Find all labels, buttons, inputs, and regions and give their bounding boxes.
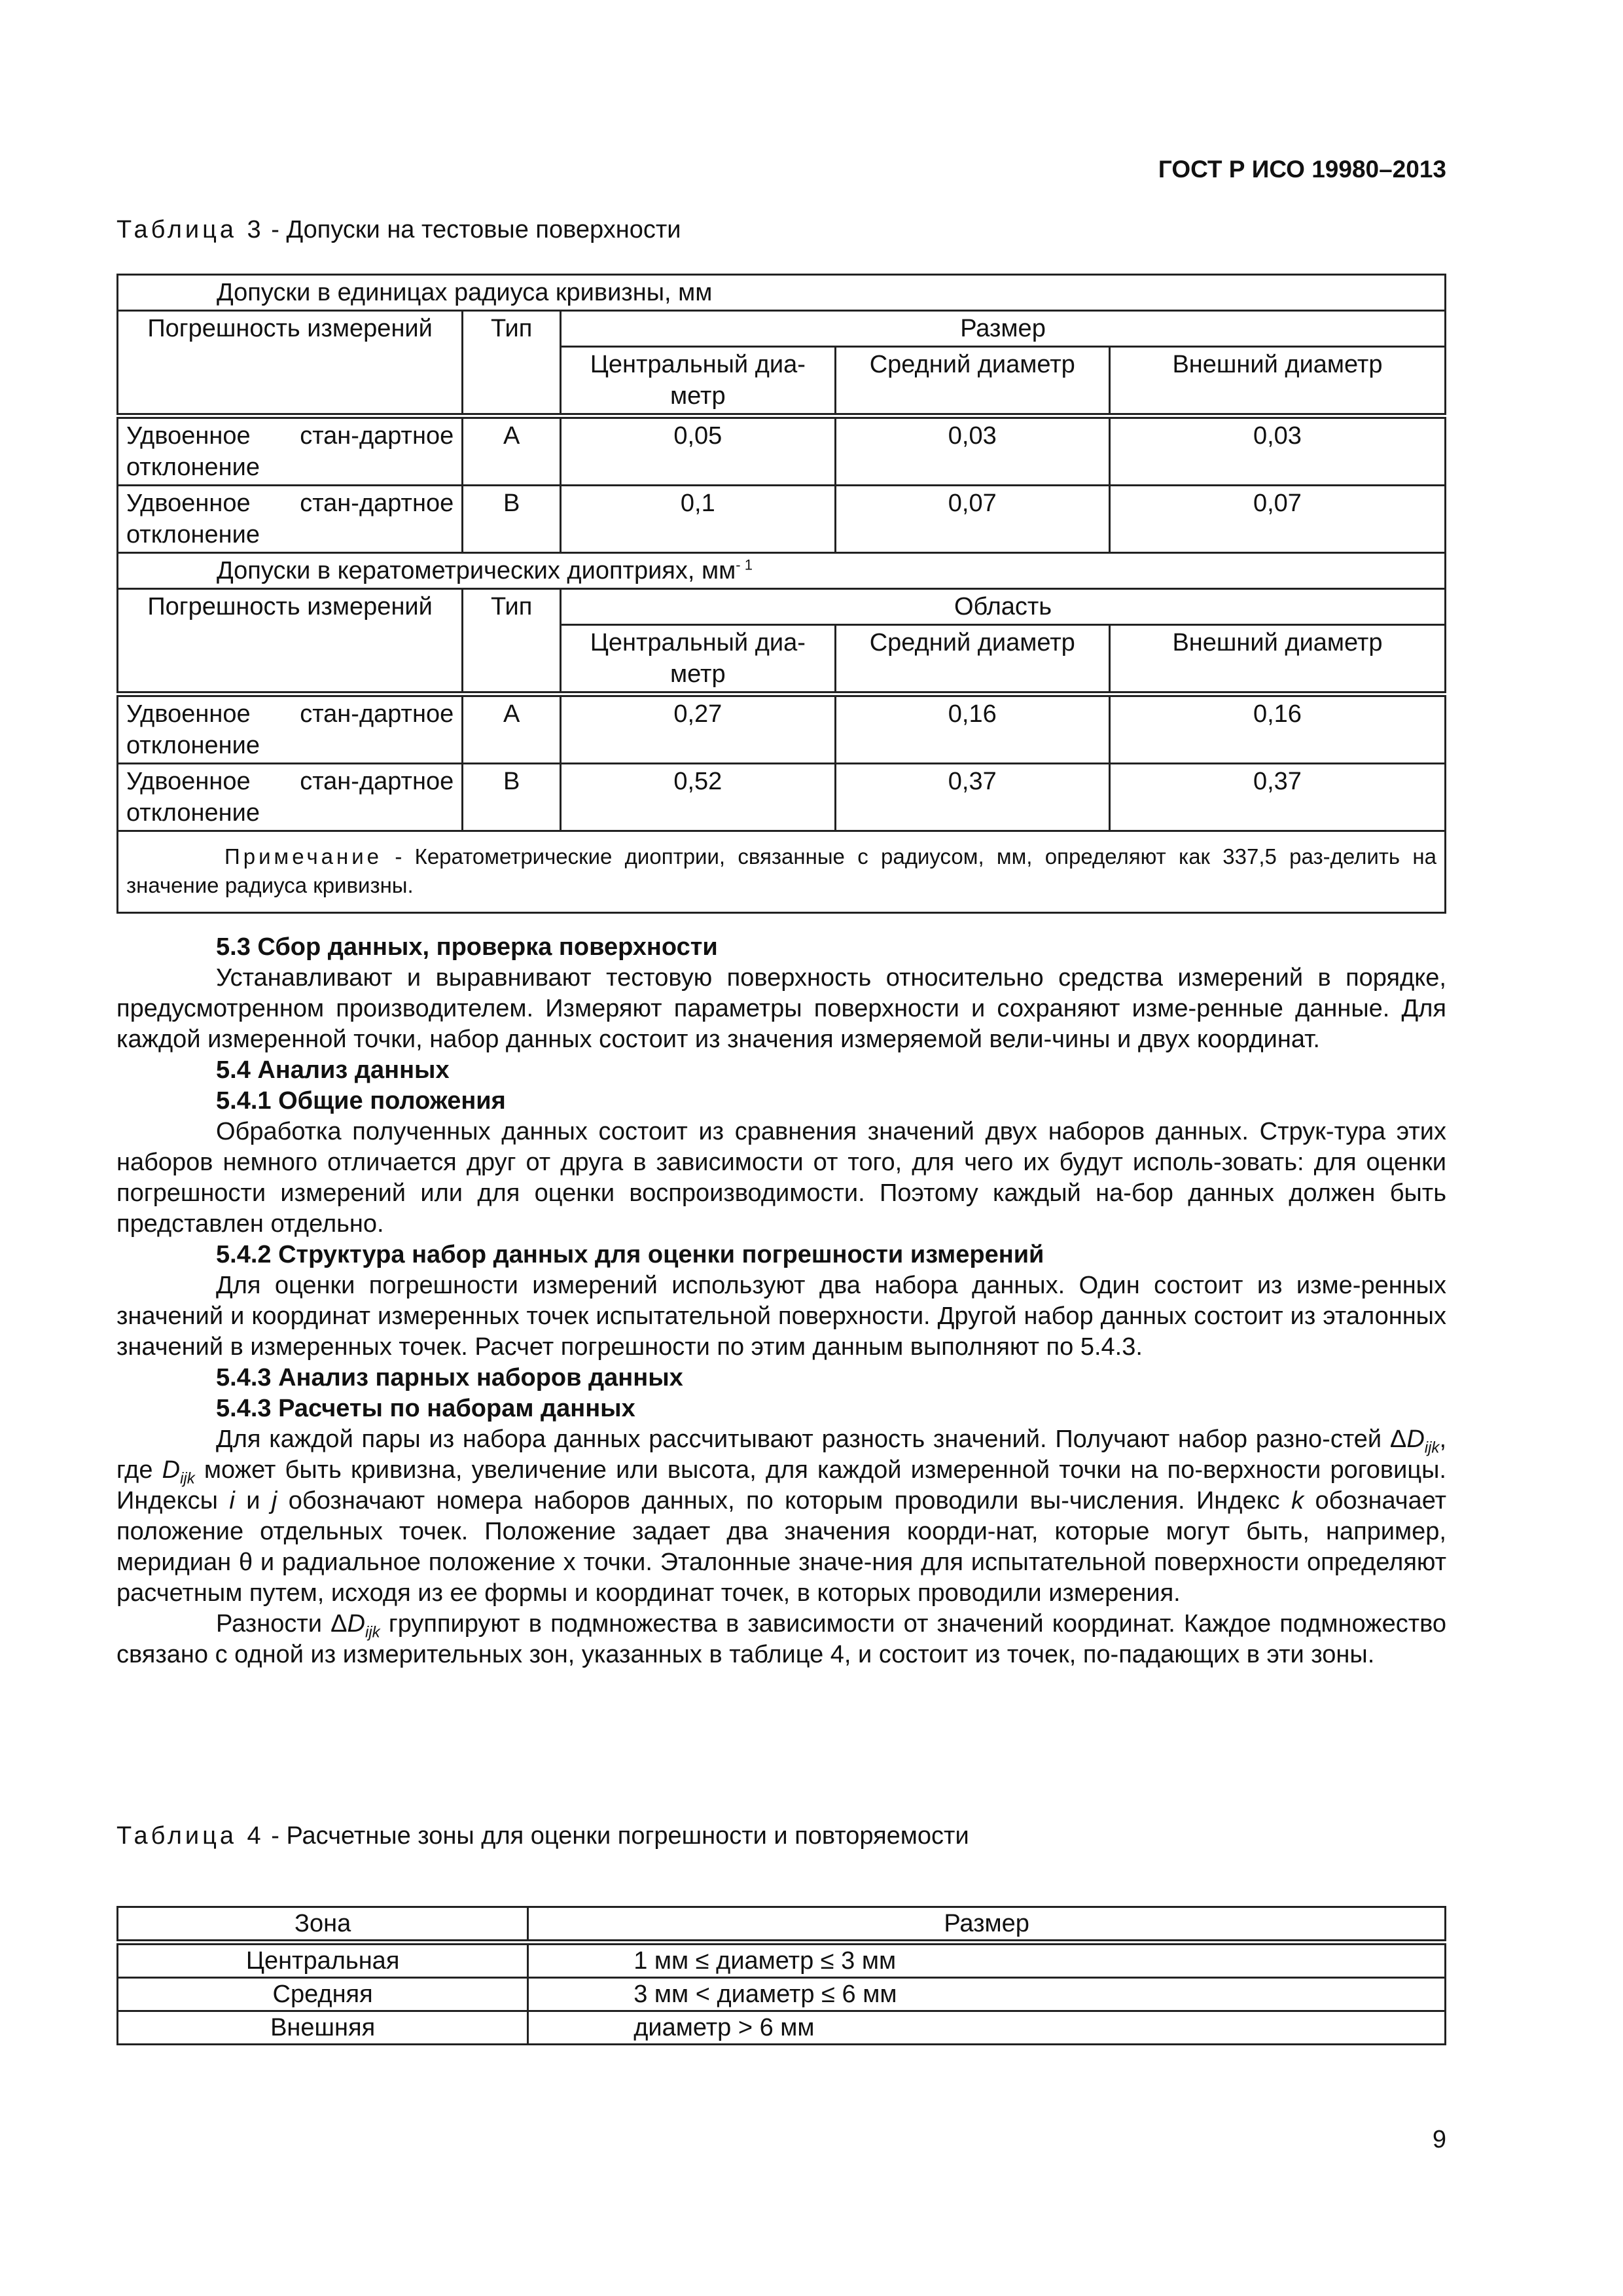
table3-note [118,831,1446,913]
cell-zone: Центральная [118,1943,528,1978]
table3-section2-title [118,553,1446,589]
symbol-j: j [271,1487,277,1515]
cell-zone: Внешняя [118,2011,528,2045]
table3-group-area: Область [561,589,1446,625]
text-run: Для каждой пары из набора данных рассчитывают разность значений. Получают набор разно-стей Δ [216,1426,1407,1453]
text-run: группируют в подмножества в зависимости от значений координат. Каждое подмножество связано с одной из измерительных зон, указанных в таблице 4, и состоит из точек, по-падающих в эти зоны. [116,1610,1447,1668]
page-number: 9 [1432,2126,1446,2153]
text-run: , где [116,1426,1446,1484]
standard-number: ГОСТ Р ИСО 19980–2013 [1158,156,1446,183]
symbol-k: k [1291,1487,1304,1515]
table-row [118,416,1446,486]
table3-section2-text: Допуски в кератометрических диоптриях, мм [217,557,736,584]
table-row [118,1978,1446,2011]
paragraph-5-4-1: Обработка полученных данных состоит из сравнения значений двух наборов данных. Струк-тура этих наборов немного отличается друг от друга в зависимости от того, для чего их будут исполь-зовать: для оценки погрешности измерений или для оценки воспроизводимости. Поэтому каждый на-бор данных должен быть представлен отдельно. [116,1118,1446,1238]
table3 [116,274,1446,914]
cell-type: А [463,416,561,486]
table3-sub-central: Центральный диа-метр [561,347,836,416]
table4-col-size: Размер [528,1907,1446,1943]
table3-caption-text: - Допуски на тестовые поверхности [264,216,681,243]
text-run: Разности Δ [216,1610,348,1638]
text-run: обозначает положение отдельных точек. Положение задает два значения коорди-нат, которые могут быть, например, меридиан θ и радиальное положение x точки. Эталонные значе-ния для испытательной поверхности определяют расчетным путем, исходя из ее формы и координат точек, в которых проводили измерения. [116,1487,1447,1607]
paragraph-5-4-3b [116,1609,1446,1670]
table4-caption [116,1822,969,1850]
table-row [118,764,1446,831]
table3-caption-label: Таблица 3 [116,216,264,243]
text-run: и [234,1487,272,1515]
table3-sub-central-2: Центральный диа-метр [561,625,836,694]
table3-caption [116,216,681,244]
table3-col-error: Погрешность измерений [118,311,463,416]
cell-zone: Средняя [118,1978,528,2011]
table3-section2-sup: - 1 [736,556,753,573]
body-text [116,932,1446,1670]
cell-middle: 0,37 [835,764,1109,831]
table4-caption-label: Таблица 4 [116,1822,264,1850]
cell-central: 0,1 [561,486,836,553]
symbol-d: D [347,1610,365,1638]
note-label: Примечание [224,844,383,869]
paragraph-5-3: Устанавливают и выравнивают тестовую поверхность относительно средства измерений в порядке, предусмотренном производителем. Измеряют параметры поверхности и сохраняют изме-ренные данные. Для каждой измеренной точки, набор данных состоит из значения измеряемой вели-чины и двух координат. [116,964,1446,1053]
symbol-ijk: ijk [180,1469,195,1488]
table3-section1-title: Допуски в единицах радиуса кривизны, мм [118,275,1446,311]
table3-sub-outer: Внешний диаметр [1109,347,1445,416]
paragraph-5-4-2: Для оценки погрешности измерений используют два набора данных. Один состоит из изме-ренных значений и координат измеренных точек испытательной поверхности. Другой набор данных состоит из эталонных значений в измеренных точек. Расчет погрешности по этим данным выполняют по 5.4.3. [116,1272,1446,1361]
note-text: - Кератометрические диоптрии, связанные с радиусом, мм, определяют как 337,5 раз-делить на значение радиуса кривизны. [126,844,1436,897]
table3-col-error-2: Погрешность измерений [118,589,463,694]
cell-outer: 0,37 [1109,764,1445,831]
symbol-i: i [229,1487,235,1515]
row-label: Удвоенное стан-дартное отклонение [118,764,463,831]
paragraph-5-4-3a [116,1424,1446,1609]
row-label: Удвоенное стан-дартное отклонение [118,486,463,553]
text-run: обозначают номера наборов данных, по которым проводили вы-числения. Индекс [277,1487,1292,1515]
heading-5-4-1: 5.4.1 Общие положения [216,1087,506,1115]
table4-caption-text: - Расчетные зоны для оценки погрешности и повторяемости [264,1822,969,1850]
table3-sub-middle: Средний диаметр [835,347,1109,416]
symbol-d: D [1406,1426,1425,1453]
heading-5-4: 5.4 Анализ данных [216,1056,450,1084]
cell-outer: 0,16 [1109,694,1445,764]
cell-outer: 0,03 [1109,416,1445,486]
cell-central: 0,52 [561,764,836,831]
cell-middle: 0,16 [835,694,1109,764]
table3-sub-middle-2: Средний диаметр [835,625,1109,694]
cell-middle: 0,07 [835,486,1109,553]
cell-outer: 0,07 [1109,486,1445,553]
heading-5-4-3b: 5.4.3 Расчеты по наборам данных [216,1395,635,1422]
text-run: может быть кривизна, увеличение или высота, для каждой измеренной точки на по-верхности роговицы. Индексы [116,1456,1446,1515]
cell-central: 0,27 [561,694,836,764]
table4-col-zone: Зона [118,1907,528,1943]
heading-5-3: 5.3 Сбор данных, проверка поверхности [216,933,718,961]
symbol-ijk: ijk [365,1623,380,1641]
cell-type: В [463,764,561,831]
cell-middle: 0,03 [835,416,1109,486]
cell-type: В [463,486,561,553]
table-row [118,486,1446,553]
cell-central: 0,05 [561,416,836,486]
table3-sub-outer-2: Внешний диаметр [1109,625,1445,694]
cell-type: А [463,694,561,764]
table-row [118,694,1446,764]
table-row [118,1943,1446,1978]
table3-col-type: Тип [463,311,561,416]
row-label: Удвоенное стан-дартное отклонение [118,416,463,486]
heading-5-4-3a: 5.4.3 Анализ парных наборов данных [216,1364,683,1391]
symbol-ijk: ijk [1424,1439,1440,1457]
cell-size: диаметр > 6 мм [528,2011,1446,2045]
table3-col-type-2: Тип [463,589,561,694]
cell-size: 3 мм < диаметр ≤ 6 мм [528,1978,1446,2011]
symbol-d: D [162,1456,181,1484]
row-label: Удвоенное стан-дартное отклонение [118,694,463,764]
table-row [118,2011,1446,2045]
table4 [116,1906,1446,2045]
cell-size: 1 мм ≤ диаметр ≤ 3 мм [528,1943,1446,1978]
table3-group-size: Размер [561,311,1446,347]
heading-5-4-2: 5.4.2 Структура набор данных для оценки погрешности измерений [216,1241,1044,1268]
